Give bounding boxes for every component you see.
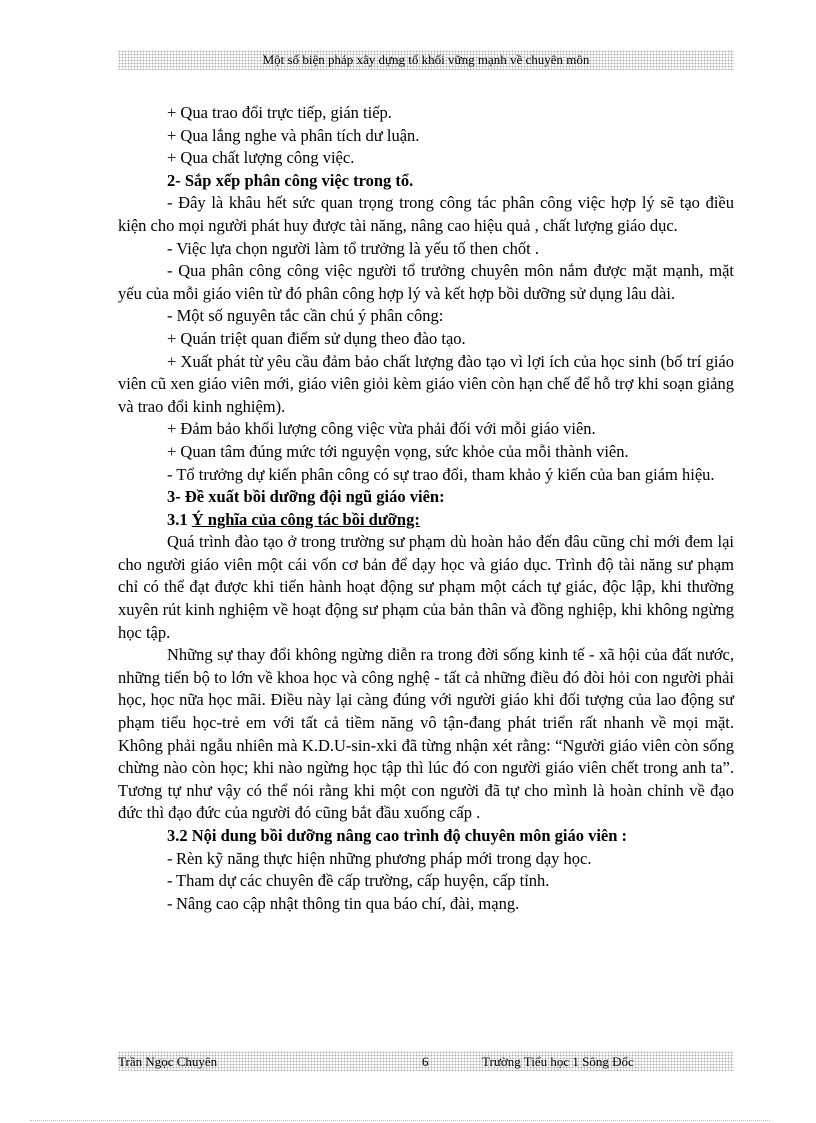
paragraph: + Xuất phát từ yêu cầu đảm bảo chất lượng đào tạo vì lợi ích của học sinh (bố trí giáo viên cũ xen giáo viên mới, giáo viên giỏi kèm giáo viên còn hạn chế để hỗ trợ khi soạn giảng và trao đổi kinh nghiệm). (118, 351, 734, 416)
paragraph: Những sự thay đổi không ngừng diễn ra trong đời sống kinh tế - xã hội của đất nước, những tiến bộ to lớn về khoa học và công nghệ - tất cả những điều đó đòi hỏi con người phải học, học nữa học mãi. Điều này lại càng đúng với người giáo khi đối tượng của lao động sư phạm tiểu học-trẻ em với tất cả tiềm năng vô tận-đang phát triển rất nhanh về mọi mặt. Không phải ngẫu nhiên mà K.D.U-sin-xki đã từng nhận xét rằng: “Người giáo viên còn sống chừng nào còn học; khi nào ngừng học tập thì lúc đó con người giáo viên chết trong anh ta”. Tương tự như vậy có thể nói rằng khi một con người đã tự cho mình là hoàn chỉnh về đạo đức thì đạo đức của người đó cũng bắt đầu xuống cấp . (118, 645, 734, 823)
paragraph: - Tổ trưởng dự kiến phân công có sự trao đổi, tham khảo ý kiến của ban giám hiệu. (167, 464, 715, 484)
text-line: + Qua chất lượng công việc. (167, 148, 355, 168)
paragraph: + Đảm bảo khối lượng công việc vừa phải đối với mỗi giáo viên. (167, 419, 596, 439)
section-heading-2: 2- Sắp xếp phân công việc trong tổ. (167, 170, 414, 190)
section-heading-3-2 (118, 825, 734, 848)
list-item (118, 848, 734, 871)
footer-author: Trần Ngọc Chuyên (118, 1054, 218, 1069)
dash-bullet: - (167, 893, 173, 913)
text-line: + Qua trao đổi trực tiếp, gián tiếp. (167, 103, 392, 122)
paragraph: - Một số nguyên tắc cần chú ý phân công: (167, 306, 444, 326)
section-heading-3: 3- Đề xuất bồi dưỡng đội ngũ giáo viên: (167, 487, 445, 507)
section-heading-3-1 (118, 509, 734, 532)
footer-school: Trường Tiểu học 1 Sông Đốc (482, 1054, 634, 1069)
list-item-text: Rèn kỹ năng thực hiện những phương pháp mới trong dạy học. (176, 848, 592, 868)
text-line: + Qua lắng nghe và phân tích dư luận. (167, 125, 420, 145)
heading-number: 3.2 (167, 826, 188, 845)
heading-text: Ý nghĩa của công tác bồi dưỡng: (191, 509, 420, 529)
paragraph: - Qua phân công công việc người tổ trưởng chuyên môn nắm được mặt mạnh, mặt yếu của mỗi giáo viên từ đó phân công hợp lý và kết hợp bồi dưỡng sử dụng lâu dài. (118, 261, 734, 303)
heading-number: 3.1 (167, 509, 188, 529)
paragraph: + Quán triệt quan điểm sử dụng theo đào tạo. (167, 328, 466, 348)
page-number: 6 (422, 1054, 429, 1069)
list-item (118, 893, 734, 916)
paragraph: + Quan tâm đúng mức tới nguyện vọng, sức khỏe của mỗi thành viên. (167, 441, 629, 461)
dash-bullet: - (167, 871, 173, 891)
paragraph: - Việc lựa chọn người làm tổ trưởng là yếu tố then chốt . (167, 238, 539, 258)
document-body (118, 102, 734, 915)
paragraph: - Đây là khâu hết sức quan trọng trong công tác phân công việc hợp lý sẽ tạo điều kiện cho mọi người phát huy được tài năng, nâng cao hiệu quả , chất lượng giáo dục. (118, 193, 734, 235)
list-item-text: Tham dự các chuyên đề cấp trường, cấp huyện, cấp tỉnh. (176, 871, 550, 891)
heading-text: Nội dung bồi dưỡng nâng cao trình độ chuyên môn giáo viên : (191, 826, 628, 845)
list-item-text: Nâng cao cập nhật thông tin qua báo chí, đài, mạng. (176, 893, 520, 913)
running-header: Một số biện pháp xây dựng tổ khối vững mạnh về chuyên môn (262, 52, 590, 67)
list-item (118, 870, 734, 893)
dash-bullet: - (167, 848, 173, 868)
bottom-divider (30, 1120, 770, 1122)
paragraph: Quá trình đào tạo ở trong trường sư phạm dù hoàn hảo đến đâu cũng chỉ mới đem lại cho người giáo viên một cái vốn cơ bản để dạy học và giáo dục. Trình độ tài năng sư phạm chỉ có thể đạt được khi tiến hành hoạt động sư phạm một cách tự giác, độc lập, khi thường xuyên rút kinh nghiệm về hoạt động sư phạm của bản thân và đồng nghiệp, khi không ngừng học tập. (118, 532, 734, 642)
